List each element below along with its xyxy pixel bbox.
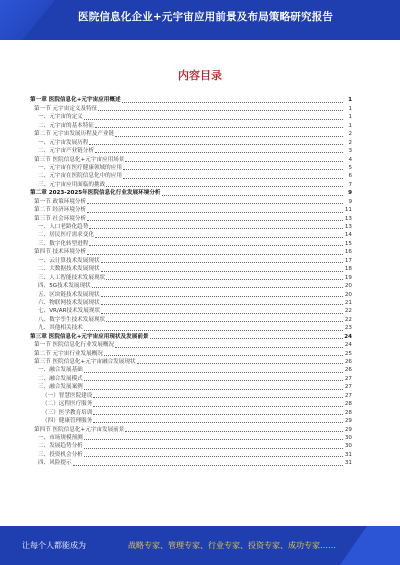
toc-entry-title: 二、元宇宙的基本特征 [38,122,94,129]
toc-entry-title: （二）远程医疗服务 [42,401,93,408]
toc-leader-dots [101,271,343,272]
toc-leader-dots [93,422,343,423]
report-title: 医院信息化企业+元宇宙应用前景及布局策略研究报告 [78,11,334,23]
toc-entry-title: 一、市场规模预测 [38,434,83,441]
toc-page-number: 30 [344,434,352,441]
toc-leader-dots [150,338,343,339]
toc-page-number: 5 [348,164,352,171]
toc-entry[interactable] [30,290,352,298]
toc-entry[interactable] [30,383,352,391]
toc-entry-title: 三、融合发展案例 [38,384,83,391]
toc-entry[interactable] [30,265,352,273]
toc-page-number: 22 [344,316,352,323]
toc-entry-title: 一、融合发展基础 [38,367,83,374]
toc-entry[interactable] [30,417,352,425]
toc-page-number: 3 [348,148,352,155]
toc-entry[interactable] [30,206,352,214]
toc-page-number: 1 [348,122,352,129]
toc-page-number: 20 [344,291,352,298]
toc-entry-title: 四、5G技术发展现状 [38,283,91,290]
toc-entry-title: 二、融合发展模式 [38,375,83,382]
toc-entry-title: 二、大数据技术发展现状 [38,266,100,273]
toc-page-number: 20 [344,283,352,290]
toc-page-number: 19 [344,274,352,281]
toc-entry-title: 第四节 医院信息化+元宇宙发展前景 [34,426,125,433]
toc-entry[interactable] [30,374,352,382]
footer-slogan-highlight: 战略专家、管理专家、行业专家、投资专家、成功专家…… [128,541,336,550]
toc-entry-title: 第二章 2023-2025年医院信息化行业发展环境分析 [30,190,161,197]
toc-entry[interactable] [30,324,352,332]
toc-leader-dots [98,110,343,111]
toc-entry-title: 第一节 元宇宙定义及特征 [34,105,98,112]
toc-entry[interactable] [30,164,352,172]
toc-page-number: 26 [344,359,352,365]
toc-page-number: 2 [348,131,352,138]
toc-leader-dots [93,397,343,398]
toc-leader-dots [89,228,343,229]
toc-leader-dots [101,296,343,297]
toc-page-number: 24 [344,333,352,340]
toc-leader-dots [123,169,343,170]
toc-leader-dots [87,220,343,221]
toc-page-number: 27 [344,384,352,391]
toc-entry-title: 二、居民医疗需求变化 [38,232,94,239]
toc-entry[interactable] [30,155,352,163]
toc-leader-dots [95,127,343,128]
toc-entry[interactable] [30,358,352,366]
toc-entry[interactable] [30,256,352,264]
toc-entry-title: 第三章 医院信息化+元宇宙应用现状及发展前景 [30,333,149,340]
toc-entry[interactable] [30,425,352,433]
toc-page-number: 28 [344,401,352,408]
toc-entry[interactable] [30,231,352,239]
toc-entry[interactable] [30,391,352,399]
table-of-contents [30,96,352,467]
toc-entry-title: 六、物联网技术发展现状 [38,299,100,306]
toc-page-number: 31 [344,451,352,458]
toc-page-number: 26 [344,367,352,374]
toc-leader-dots [87,254,343,255]
toc-page-number: 6 [348,173,352,180]
toc-entry[interactable] [30,366,352,374]
toc-page-number: 14 [344,232,352,239]
toc-entry-title: 二、元宇宙在医院信息化中的应用 [38,173,122,180]
toc-leader-dots [84,439,343,440]
toc-entry-title: 第三节 医院信息化+元宇宙融合发展现状 [34,359,136,365]
toc-entry-title: （三）医学教育培训 [42,409,93,416]
toc-page-number: 1 [348,97,352,104]
footer-slogan: 让每个人都能成为 [22,541,86,550]
toc-page-number: 9 [348,198,352,205]
toc-entry[interactable] [30,147,352,155]
toc-entry[interactable] [30,130,352,138]
toc-entry[interactable] [30,223,352,231]
toc-leader-dots [122,102,343,103]
toc-leader-dots [106,186,343,187]
header-banner [0,0,400,40]
toc-entry[interactable] [30,197,352,205]
toc-leader-dots [104,355,343,356]
toc-entry[interactable] [30,434,352,442]
toc-entry-title: 四、风险提示 [38,460,72,467]
toc-entry[interactable] [30,459,352,467]
toc-page-number: 23 [344,325,352,332]
toc-leader-dots [115,136,343,137]
toc-entry-title: 第四节 技术环境分析 [34,249,87,256]
toc-entry-title: 第三节 社会环境分析 [34,215,87,222]
toc-page-number: 29 [344,418,352,425]
toc-entry-title: 七、VR/AR技术发展现状 [38,308,101,315]
toc-entry-title: 第一章 医院信息化+元宇宙应用概述 [30,97,121,104]
toc-entry[interactable] [30,104,352,112]
toc-page-number: 4 [348,156,352,163]
toc-entry-title: 第二节 经济环境分析 [34,207,87,214]
toc-entry-title: 第二节 元宇宙发展历程及产业链 [34,131,115,138]
toc-entry-title: 二、发展趋势分析 [38,443,83,450]
toc-page-number: 7 [348,181,352,188]
toc-leader-dots [84,456,343,457]
toc-heading: 内容目录 [178,69,222,82]
toc-page-number: 24 [344,342,352,349]
toc-leader-dots [84,372,343,373]
toc-entry[interactable] [30,189,352,197]
toc-leader-dots [84,448,343,449]
toc-entry-title: 九、其他相关技术 [38,325,83,332]
toc-entry-title: 三、元宇宙应用面临的挑战 [38,181,106,188]
toc-leader-dots [95,152,343,153]
toc-entry-title: 五、区块链技术发展现状 [38,291,100,298]
toc-entry[interactable] [30,307,352,315]
footer-decoration [340,526,400,565]
toc-entry-title: 一、元宇宙在医疗健康领域的应用 [38,164,122,171]
toc-leader-dots [123,178,343,179]
toc-entry-title: 第二节 元宇宙行业发展概况 [34,350,103,357]
toc-entry-title: 三、人工智能技术发展现状 [38,274,106,281]
toc-entry-title: 三、投资机会分析 [38,451,83,458]
toc-entry[interactable] [30,408,352,416]
toc-page-number: 22 [344,308,352,315]
toc-leader-dots [125,431,343,432]
toc-entry-title: 一、元宇宙的定义 [38,114,83,121]
toc-page-number: 16 [344,249,352,256]
toc-entry[interactable] [30,172,352,180]
toc-page-number: 27 [344,392,352,399]
toc-leader-dots [137,363,343,364]
toc-page-number: 13 [344,224,352,230]
toc-entry[interactable] [30,400,352,408]
toc-entry-title: 第三节 医院信息化+元宇宙应用场景 [34,156,125,163]
toc-entry[interactable] [30,349,352,357]
toc-page-number: 1 [348,105,352,112]
toc-leader-dots [84,119,343,120]
toc-entry-title: 二、元宇宙产业链分析 [38,148,94,155]
toc-leader-dots [87,203,343,204]
toc-entry-title: 一、云计算技术发展现状 [38,257,100,264]
toc-page-number: 28 [344,409,352,416]
toc-entry-title: 八、数字孪生技术发展现状 [38,316,106,323]
toc-leader-dots [73,465,343,466]
toc-entry[interactable] [30,332,352,340]
toc-leader-dots [84,389,343,390]
toc-leader-dots [101,262,343,263]
toc-entry-title: 三、数字化转型进程 [38,240,89,247]
toc-leader-dots [101,313,343,314]
toc-leader-dots [93,406,343,407]
toc-entry[interactable] [30,299,352,307]
toc-page-number: 25 [344,350,352,357]
toc-page-number: 30 [344,443,352,450]
toc-entry-title: 一、人口老龄化趋势 [38,224,89,230]
toc-entry[interactable] [30,315,352,323]
toc-leader-dots [115,347,343,348]
toc-page-number: 27 [344,375,352,382]
toc-entry[interactable] [30,214,352,222]
header-decoration [0,0,55,40]
toc-leader-dots [95,237,343,238]
toc-leader-dots [84,330,343,331]
toc-page-number: 11 [344,207,352,214]
toc-entry[interactable] [30,96,352,104]
toc-leader-dots [125,161,343,162]
toc-page-number: 9 [348,190,352,197]
toc-entry[interactable] [30,138,352,146]
toc-entry-title: （一）智慧医院建设 [42,392,93,399]
toc-page-number: 18 [344,266,352,273]
toc-leader-dots [106,279,343,280]
toc-page-number: 13 [344,215,352,222]
toc-entry[interactable] [30,180,352,188]
toc-entry[interactable] [30,442,352,450]
toc-page-number: 29 [344,426,352,433]
toc-entry-title: 第一节 医院信息化行业发展概况 [34,342,115,349]
footer-banner [0,526,400,565]
toc-leader-dots [106,321,343,322]
toc-entry[interactable] [30,450,352,458]
toc-leader-dots [101,304,343,305]
toc-leader-dots [89,245,343,246]
toc-entry-title: 第一节 政策环境分析 [34,198,87,205]
toc-entry[interactable] [30,248,352,256]
toc-leader-dots [162,195,343,196]
toc-entry[interactable] [30,282,352,290]
toc-leader-dots [89,144,343,145]
toc-page-number: 17 [344,257,352,264]
toc-entry-title: 一、元宇宙发展历程 [38,139,89,146]
toc-leader-dots [84,380,343,381]
toc-leader-dots [92,287,343,288]
toc-leader-dots [87,212,343,213]
toc-page-number: 2 [348,139,352,146]
toc-leader-dots [93,414,343,415]
toc-entry[interactable] [30,239,352,247]
toc-page-number: 21 [344,299,352,306]
toc-page-number: 1 [348,114,352,121]
toc-page-number: 15 [344,240,352,247]
toc-page-number: 31 [344,460,352,467]
toc-entry[interactable] [30,341,352,349]
toc-entry[interactable] [30,273,352,281]
toc-entry[interactable] [30,121,352,129]
toc-entry[interactable] [30,113,352,121]
toc-entry-title: （四）健康管理服务 [42,418,93,425]
